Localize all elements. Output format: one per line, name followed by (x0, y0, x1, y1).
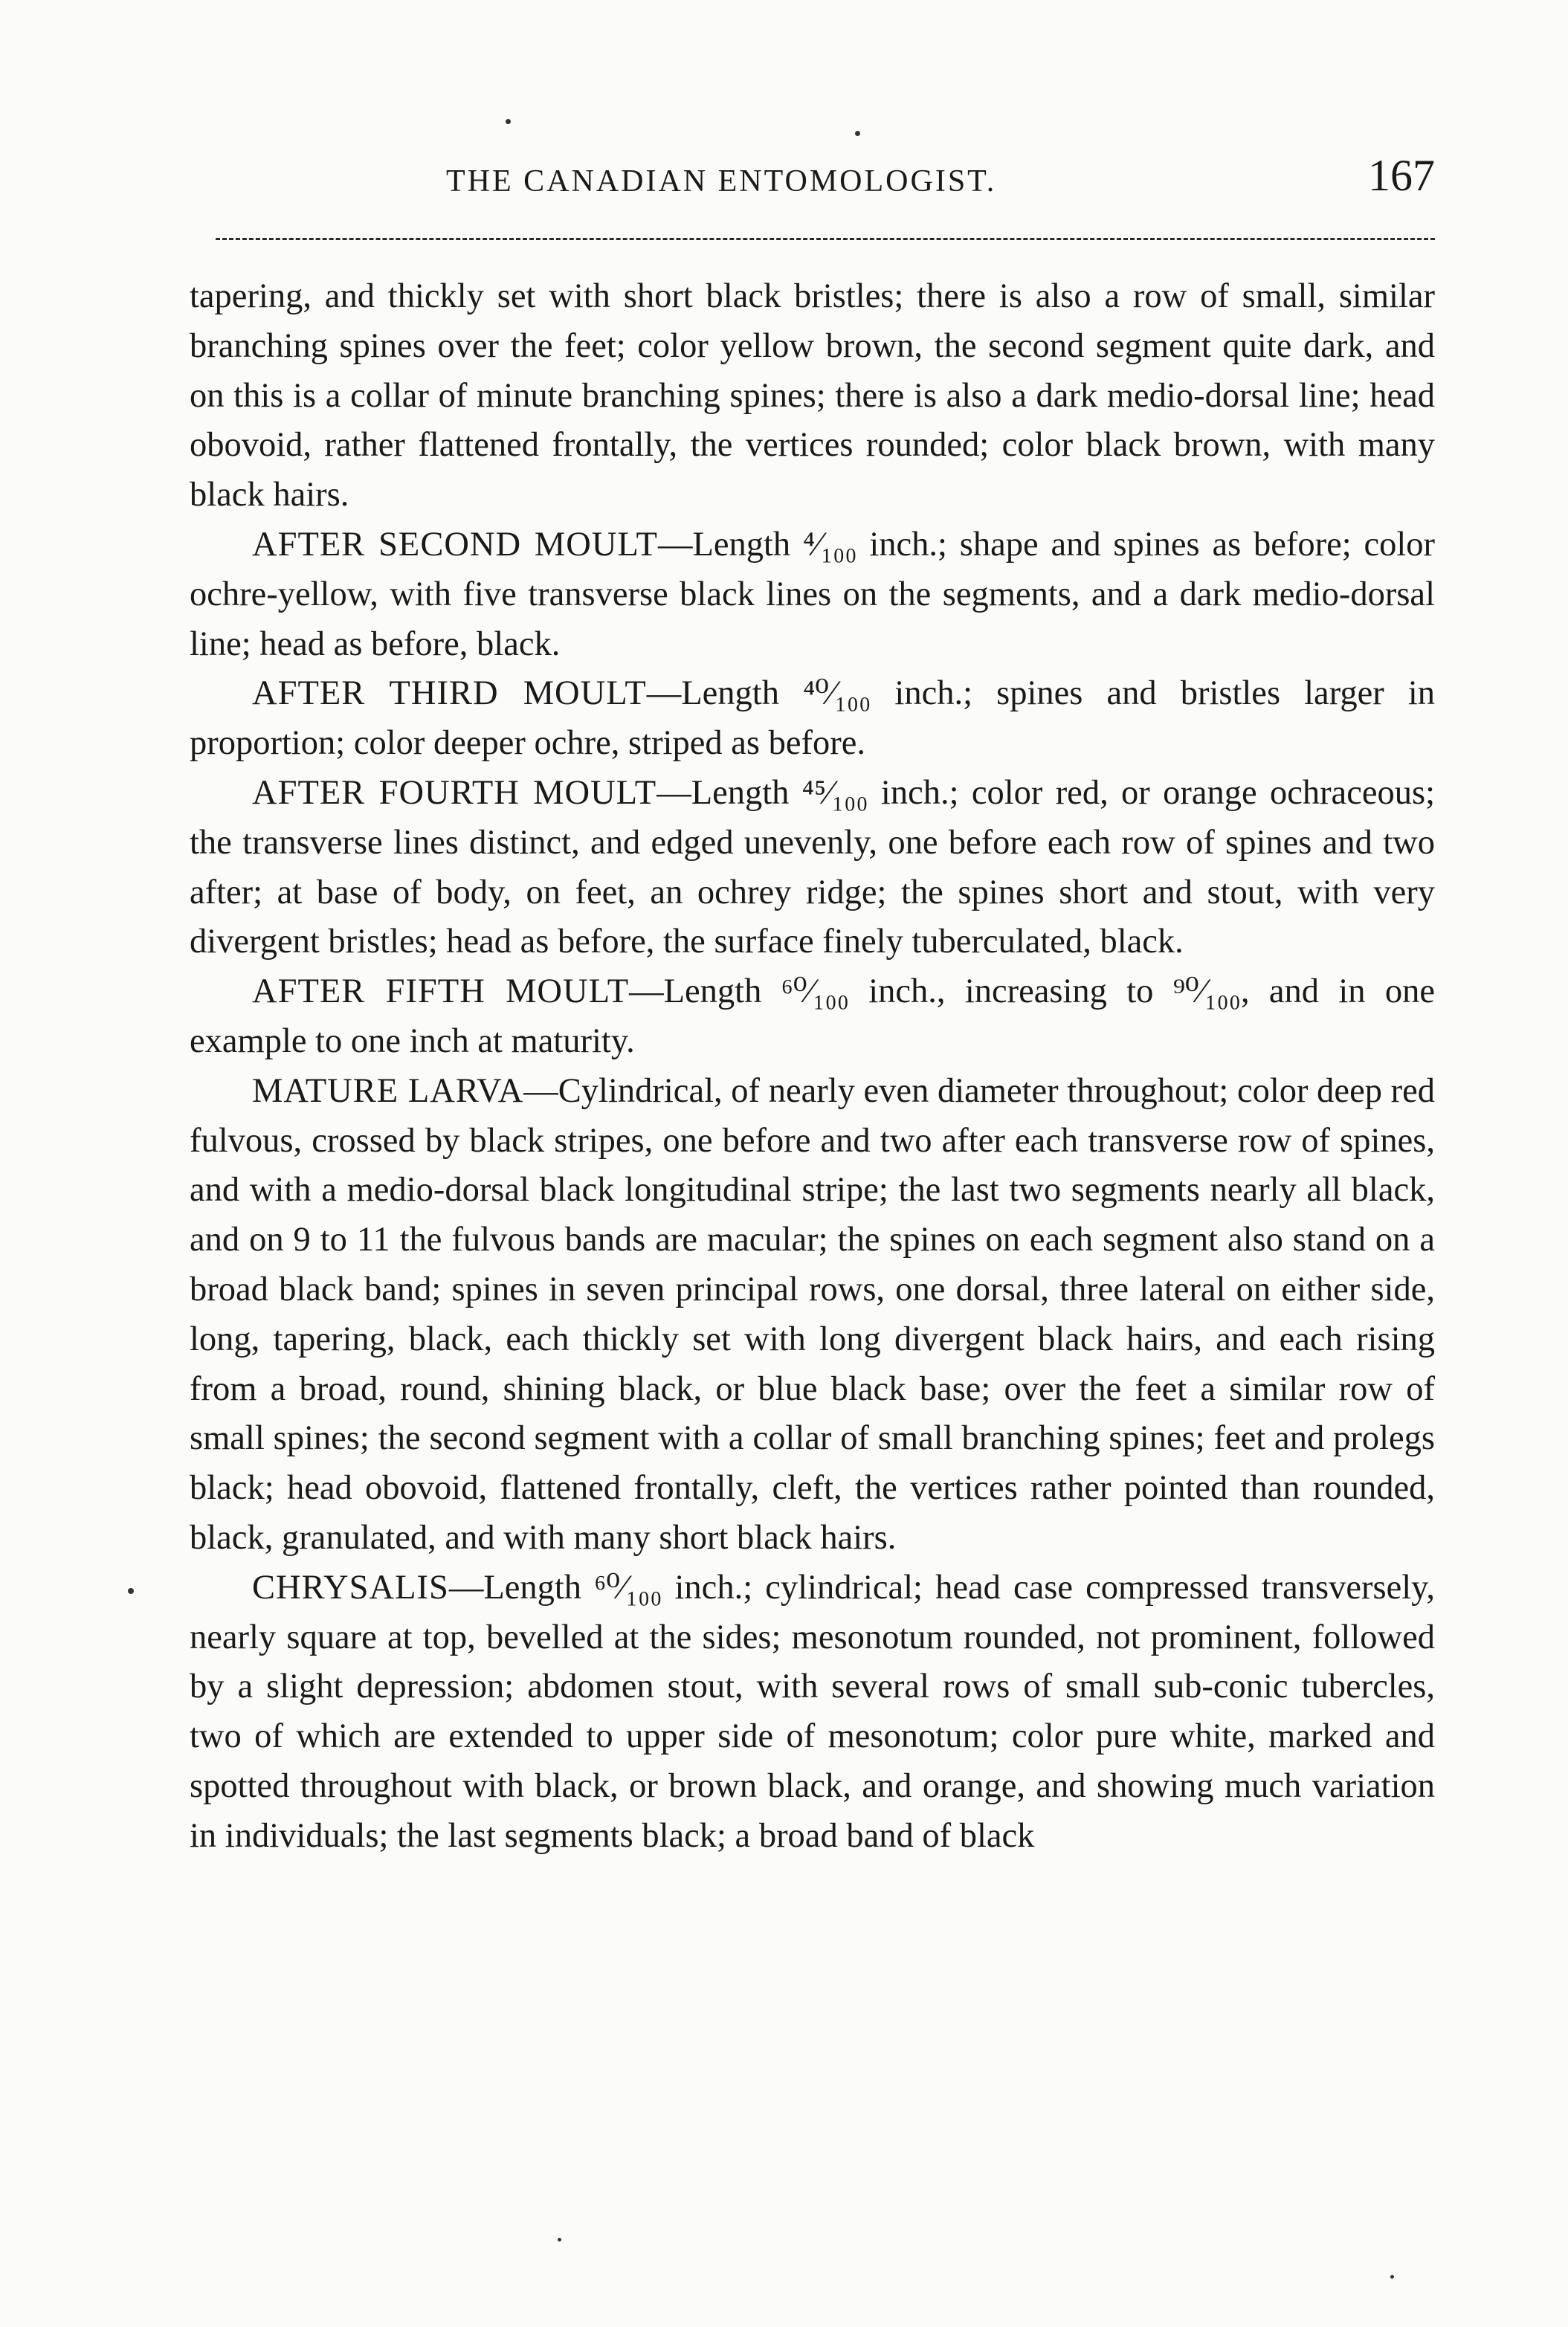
paragraph-text: —Length ⁶⁰⁄₁₀₀ inch., increasing to ⁹⁰⁄₁₀₀, and in one example to one inch at maturity. (190, 972, 1435, 1060)
paragraph-text: —Cylindrical, of nearly even diameter throughout; color deep red fulvous, crossed by black stripes, one before and two after each transverse row of spines, and with a medio-dorsal black longitudinal stripe; the last two segments nearly all black, and on 9 to 11 the fulvous bands are macular; the spines on each segment also stand on a broad black band; spines in seven principal rows, one dorsal, three lateral on either side, long, tapering, black, each thickly set with long divergent black hairs, and each rising from a broad, round, shining black, or blue black base; over the feet a similar row of small spines; the second segment with a collar of small branching spines; feet and prolegs black; head obovoid, flattened frontally, cleft, the vertices rather pointed than rounded, black, granulated, and with many short black hairs. (190, 1071, 1436, 1557)
paragraph-text: —Length ⁶⁰⁄₁₀₀ inch.; cylindrical; head case compressed transversely, nearly square at top, bevelled at the sides; mesonotum rounded, not prominent, followed by a slight depression; abdomen stout, with several rows of small sub-conic tubercles, two of which are extended to upper side of mesonotum; color pure white, marked and spotted throughout with black, or brown black, and orange, and showing much variation in individuals; the last segments black; a broad band of black (190, 1568, 1435, 1855)
paragraph-lead: AFTER FIFTH MOULT (252, 972, 630, 1011)
paragraph-after-third-moult (190, 669, 1435, 769)
scan-speck (128, 1588, 134, 1594)
paragraph-lead: AFTER SECOND MOULT (252, 525, 658, 564)
paragraph-after-second-moult (190, 520, 1435, 669)
running-title: THE CANADIAN ENTOMOLOGIST. (446, 164, 997, 199)
body-text (190, 272, 1435, 1862)
paragraph-mature-larva (190, 1067, 1435, 1563)
scan-speck (506, 119, 511, 124)
paragraph-chrysalis (190, 1563, 1435, 1862)
paragraph-lead: CHRYSALIS (252, 1568, 449, 1607)
paragraph-text: —Length ⁴⁰⁄₁₀₀ inch.; spines and bristles larger in proportion; color deeper ochre, striped as before. (190, 674, 1435, 763)
paragraph-continued (190, 272, 1435, 520)
page-number: 167 (1368, 151, 1435, 200)
paragraph-text: —Length ⁴⁄₁₀₀ inch.; shape and spines as before; color ochre-yellow, with five transverse black lines on the segments, and a dark medio-dorsal line; head as before, black. (190, 525, 1435, 663)
scan-speck (1390, 2275, 1394, 2279)
paragraph-after-fourth-moult (190, 769, 1435, 967)
paragraph-after-fifth-moult (190, 967, 1435, 1067)
header-rule (216, 238, 1435, 240)
paragraph-lead: MATURE LARVA (252, 1071, 524, 1110)
paragraph-text: tapering, and thickly set with short black bristles; there is also a row of small, similar branching spines over the feet; color yellow brown, the second segment quite dark, and on this is a collar of minute branching spines; there is also a dark medio-dorsal line; head obovoid, rather flattened frontally, the vertices rounded; color black brown, with many black hairs. (190, 277, 1435, 514)
paragraph-lead: AFTER THIRD MOULT (252, 674, 647, 713)
scan-speck (855, 131, 860, 136)
paragraph-lead: AFTER FOURTH MOULT (252, 773, 657, 812)
page-header (216, 146, 1435, 213)
scan-speck (558, 2238, 561, 2242)
paragraph-text: —Length ⁴⁵⁄₁₀₀ inch.; color red, or orange ochraceous; the transverse lines distinct, and edged unevenly, one before each row of spines and two after; at base of body, on feet, an ochrey ridge; the spines short and stout, with very divergent bristles; head as before, the surface finely tuberculated, black. (190, 773, 1435, 961)
